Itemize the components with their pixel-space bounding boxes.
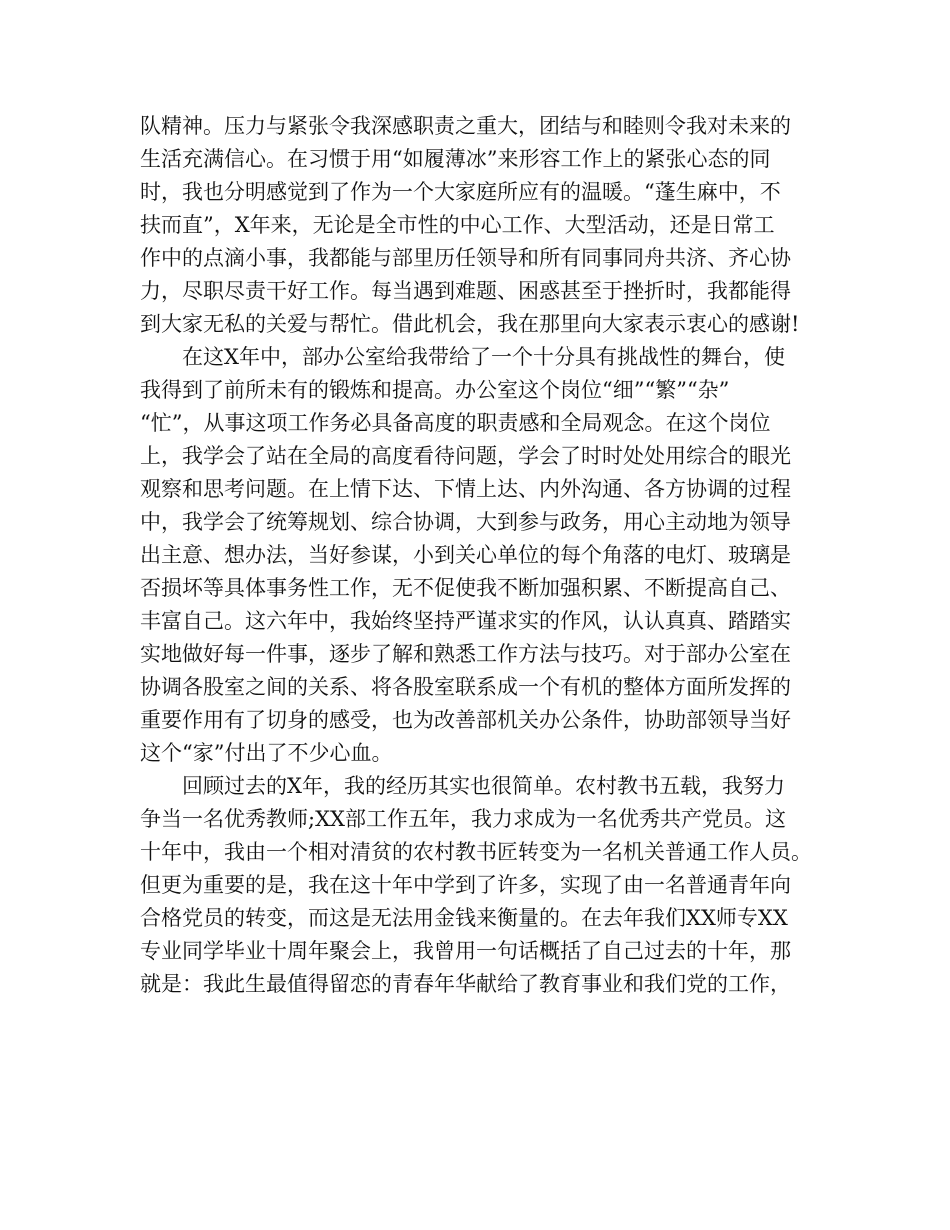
text-line: 合格党员的转变，而这是无法用金钱来衡量的。在去年我们XX师专XX bbox=[140, 906, 788, 930]
text-line: 协调各股室之间的关系、将各股室联系成一个有机的整体方面所发挥的 bbox=[140, 675, 791, 699]
text-line: 生活充满信心。在习惯于用“如履薄冰”来形容工作上的紧张心态的同 bbox=[140, 147, 771, 171]
text-line: 上，我学会了站在全局的高度看待问题，学会了时时处处用综合的眼光 bbox=[140, 444, 791, 468]
text-line: 扶而直”，X年来，无论是全市性的中心工作、大型活动，还是日常工 bbox=[140, 213, 775, 237]
text-line: 作中的点滴小事，我都能与部里历任领导和所有同事同舟共济、齐心协 bbox=[140, 246, 791, 270]
text-line: 观察和思考问题。在上情下达、下情上达、内外沟通、各方协调的过程 bbox=[140, 477, 791, 501]
text-line: 中，我学会了统筹规划、综合协调，大到参与政务，用心主动地为领导 bbox=[140, 510, 791, 534]
text-line: 丰富自己。这六年中，我始终坚持严谨求实的作风，认认真真、踏踏实 bbox=[140, 609, 791, 633]
text-line: 重要作用有了切身的感受，也为改善部机关办公条件，协助部领导当好 bbox=[140, 708, 791, 732]
text-line: 出主意、想办法，当好参谋，小到关心单位的每个角落的电灯、玻璃是 bbox=[140, 543, 791, 567]
text-line: 这个“家”付出了不少心血。 bbox=[140, 741, 393, 765]
text-line: 力，尽职尽责干好工作。每当遇到难题、困惑甚至于挫折时，我都能得 bbox=[140, 279, 791, 303]
body-text bbox=[140, 110, 820, 1001]
text-line: 专业同学毕业十周年聚会上，我曾用一句话概括了自己过去的十年，那 bbox=[140, 939, 791, 963]
paragraph-first-line: 在这X年中，部办公室给我带给了一个十分具有挑战性的舞台，使 bbox=[182, 345, 785, 369]
text-line: 到大家无私的关爱与帮忙。借此机会，我在那里向大家表示衷心的感谢! bbox=[140, 312, 800, 336]
text-line: 时，我也分明感觉到了作为一个大家庭所应有的温暖。“蓬生麻中，不 bbox=[140, 180, 781, 204]
paragraph-first-line: 回顾过去的X年，我的经历其实也很简单。农村教书五载，我努力 bbox=[182, 774, 785, 798]
text-line: “忙”，从事这项工作务必具备高度的职责感和全局观念。在这个岗位 bbox=[140, 411, 771, 435]
text-line: 但更为重要的是，我在这十年中学到了许多，实现了由一名普通青年向 bbox=[140, 873, 791, 897]
text-line: 队精神。压力与紧张令我深感职责之重大，团结与和睦则令我对未来的 bbox=[140, 114, 791, 138]
text-line: 实地做好每一件事，逐步了解和熟悉工作方法与技巧。对于部办公室在 bbox=[140, 642, 791, 666]
text-line: 就是：我此生最值得留恋的青春年华献给了教育事业和我们党的工作， bbox=[140, 972, 791, 996]
text-line: 争当一名优秀教师;XX部工作五年，我力求成为一名优秀共产党员。这 bbox=[140, 807, 786, 831]
text-line: 我得到了前所未有的锻炼和提高。办公室这个岗位“细”“繁”“杂” bbox=[140, 378, 730, 402]
text-line: 否损坏等具体事务性工作，无不促使我不断加强积累、不断提高自己、 bbox=[140, 576, 791, 600]
text-line: 十年中，我由一个相对清贫的农村教书匠转变为一名机关普通工作人员。 bbox=[140, 840, 812, 864]
